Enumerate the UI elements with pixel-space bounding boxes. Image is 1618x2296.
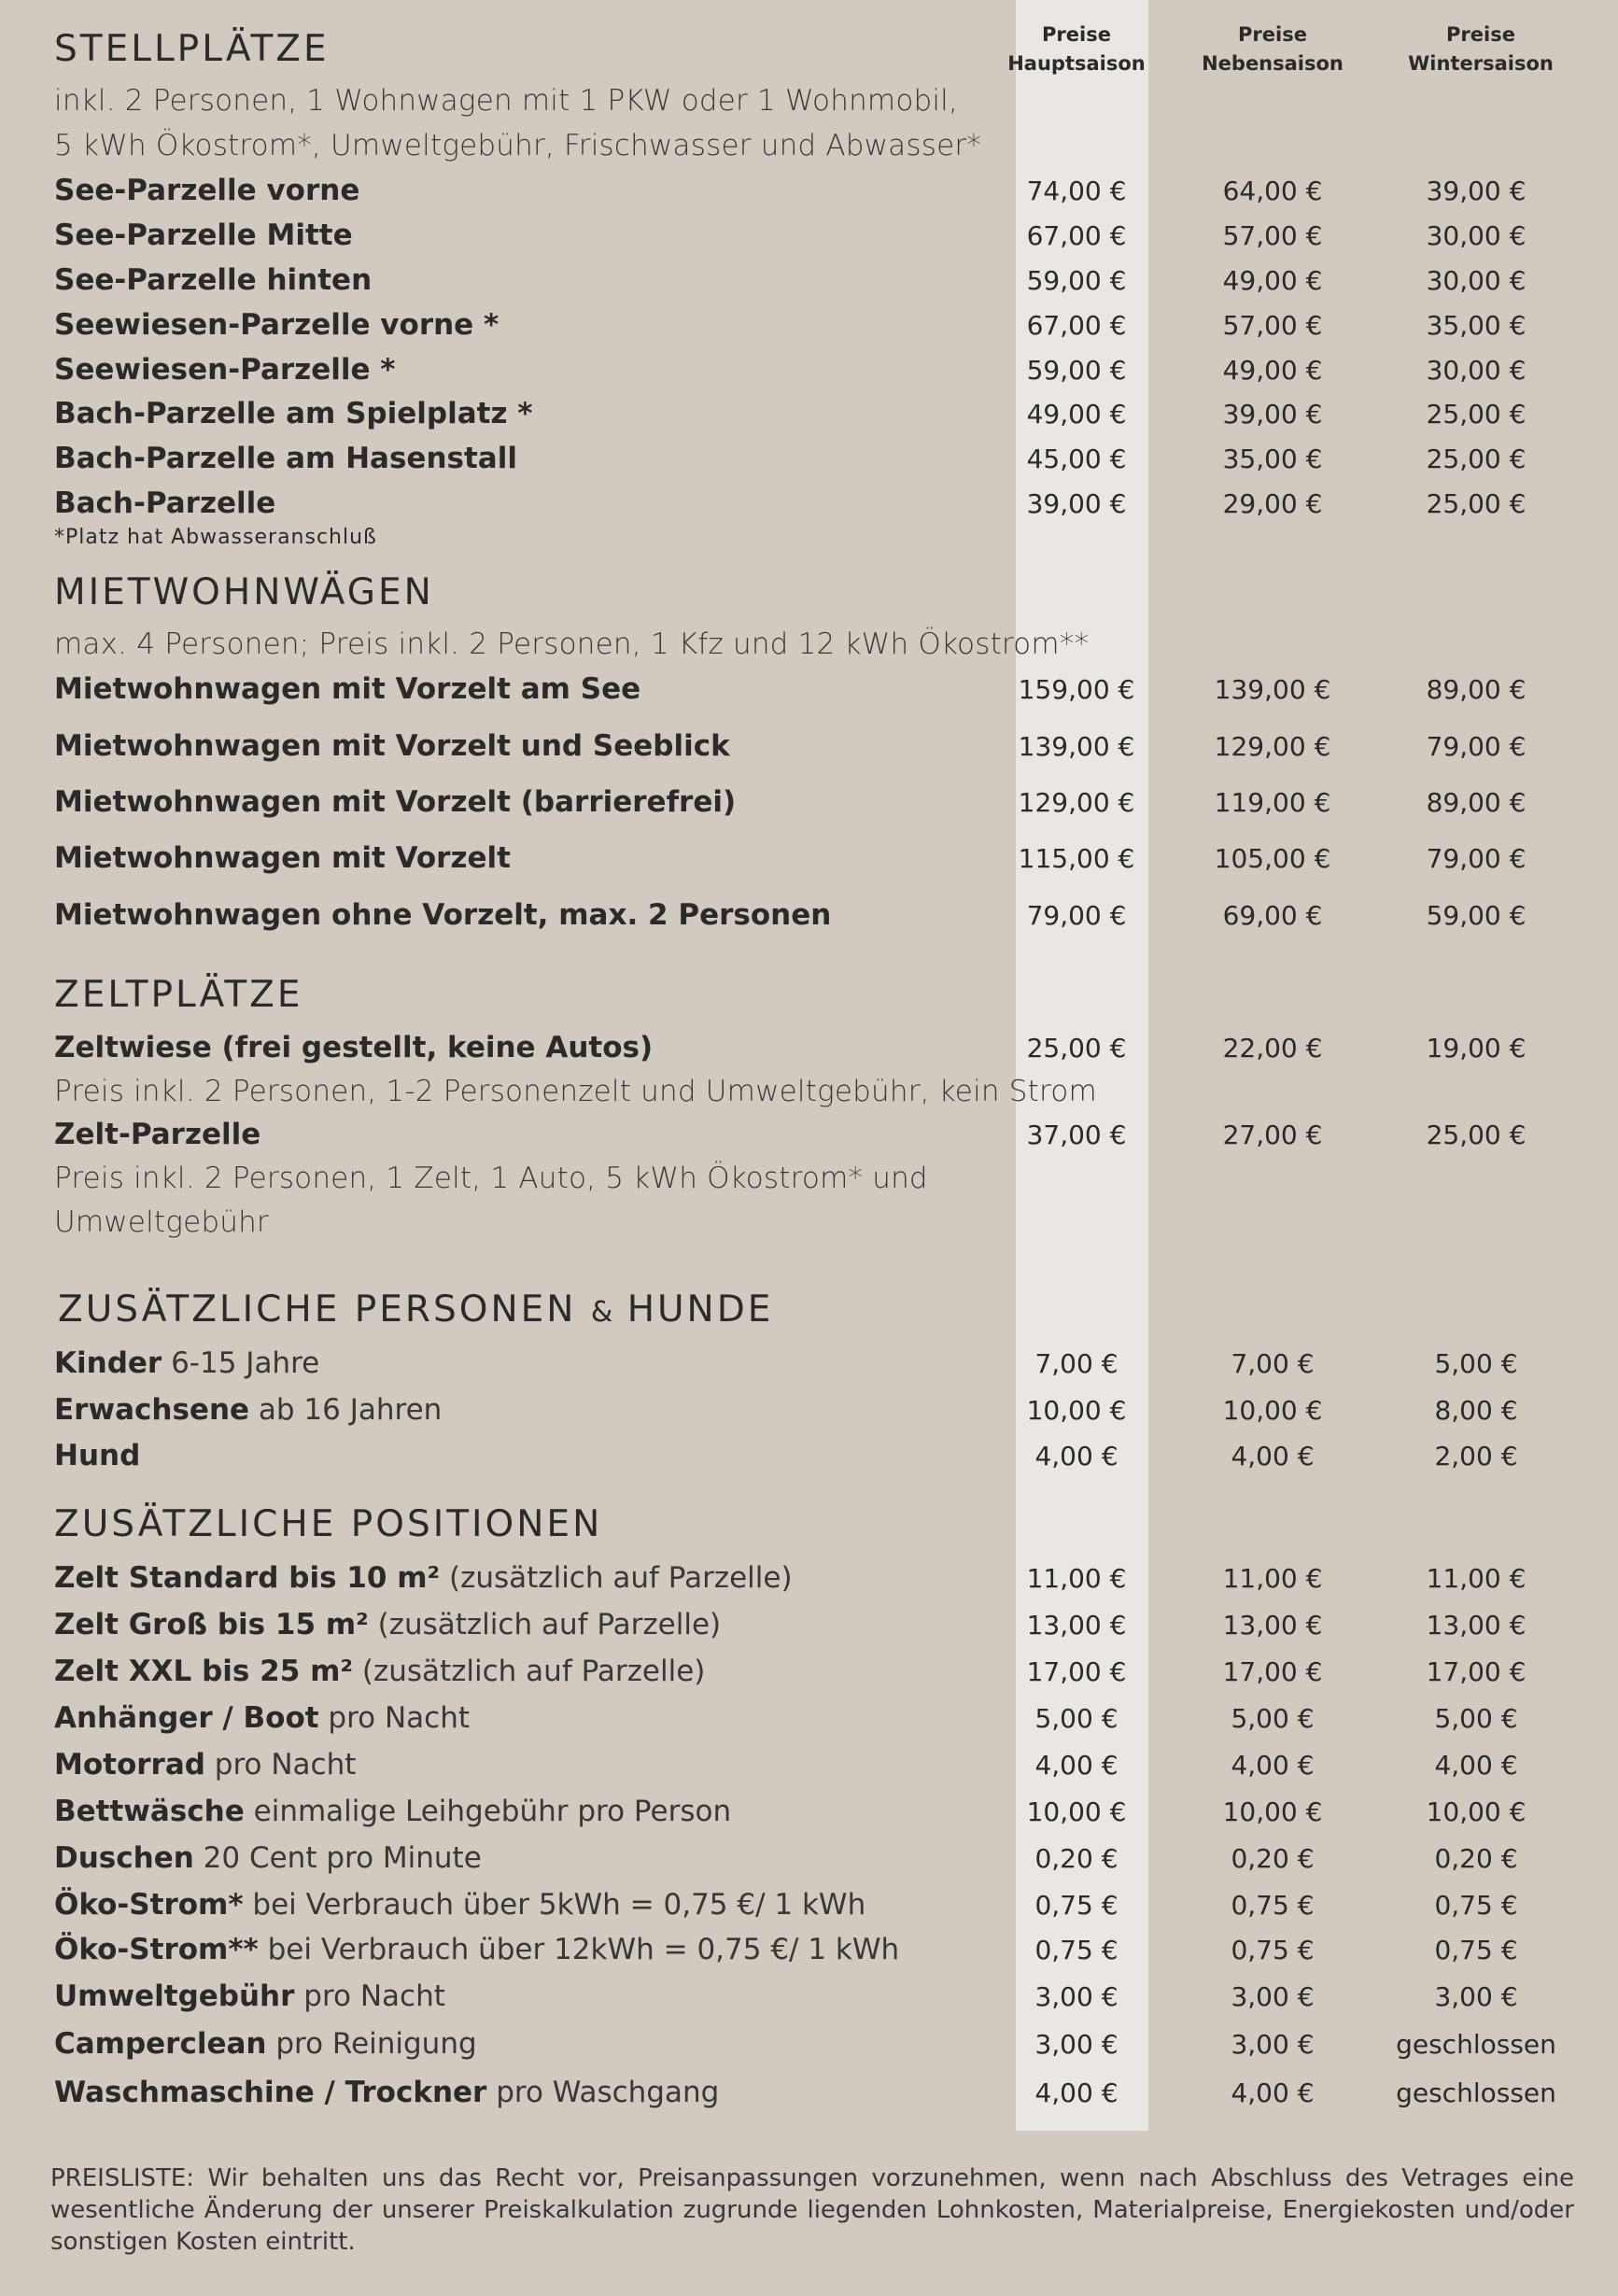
price-row xyxy=(0,486,1618,528)
row-label-text: Seewiesen-Parzelle * xyxy=(54,353,396,387)
row-label xyxy=(54,1655,705,1688)
row-label-desc: bei Verbrauch über 12kWh = 0,75 €/ 1 kWh xyxy=(258,1933,900,1966)
price-row xyxy=(0,898,1618,939)
price-hauptsaison: 17,00 € xyxy=(1026,1656,1127,1687)
price-nebensaison: 49,00 € xyxy=(1222,265,1323,296)
price-hauptsaison: 49,00 € xyxy=(1026,399,1127,430)
row-label-text: Bach-Parzelle xyxy=(54,486,276,520)
price-row xyxy=(0,1841,1618,1882)
row-label-text: See-Parzelle hinten xyxy=(54,263,373,297)
row-label-bold: Anhänger / Boot xyxy=(54,1701,319,1735)
price-row xyxy=(0,1608,1618,1649)
personen-title-part-a: ZUSÄTZLICHE PERSONEN xyxy=(58,1289,577,1331)
price-row xyxy=(0,1701,1618,1742)
price-row xyxy=(0,1748,1618,1789)
price-nebensaison: 57,00 € xyxy=(1222,220,1323,251)
price-hauptsaison: 139,00 € xyxy=(1018,731,1135,762)
price-hauptsaison: 11,00 € xyxy=(1026,1563,1127,1594)
row-label xyxy=(54,1748,356,1782)
price-hauptsaison: 4,00 € xyxy=(1034,2078,1119,2108)
header-wintersaison-line2: Wintersaison xyxy=(1408,52,1554,75)
row-label xyxy=(54,1933,899,1966)
price-hauptsaison: 39,00 € xyxy=(1026,488,1127,519)
row-label xyxy=(54,1701,470,1735)
row-label-text: Mietwohnwagen mit Vorzelt (barrierefrei) xyxy=(54,785,737,819)
stellplaetze-subtext-2: 5 kWh Ökostrom*, Umweltgebühr, Frischwasser und Abwasser* xyxy=(54,129,982,162)
price-wintersaison: 25,00 € xyxy=(1426,488,1527,519)
price-hauptsaison: 0,75 € xyxy=(1034,1890,1119,1921)
row-label-text: Mietwohnwagen mit Vorzelt xyxy=(54,841,511,875)
zeltplaetze-subtext-1: Preis inkl. 2 Personen, 1-2 Personenzelt und Umweltgebühr, kein Strom xyxy=(54,1075,1097,1108)
price-row xyxy=(0,1979,1618,2021)
row-label-text: Mietwohnwagen ohne Vorzelt, max. 2 Personen xyxy=(54,898,832,932)
price-row xyxy=(0,2076,1618,2117)
price-row xyxy=(0,1118,1618,1159)
price-hauptsaison: 37,00 € xyxy=(1026,1120,1127,1150)
price-nebensaison: 105,00 € xyxy=(1214,843,1331,874)
price-row xyxy=(0,308,1618,349)
header-wintersaison-line1: Preise xyxy=(1446,23,1515,46)
price-wintersaison: 3,00 € xyxy=(1434,1981,1518,2012)
price-hauptsaison: 10,00 € xyxy=(1026,1395,1127,1426)
row-label-text: Seewiesen-Parzelle vorne * xyxy=(54,308,499,342)
price-hauptsaison: 67,00 € xyxy=(1026,310,1127,341)
price-hauptsaison: 0,20 € xyxy=(1034,1843,1119,1874)
price-nebensaison: 69,00 € xyxy=(1222,900,1323,931)
row-label xyxy=(54,729,730,763)
price-nebensaison: 10,00 € xyxy=(1222,1796,1323,1827)
price-hauptsaison: 4,00 € xyxy=(1034,1441,1119,1472)
price-nebensaison: 11,00 € xyxy=(1222,1563,1323,1594)
price-hauptsaison: 25,00 € xyxy=(1026,1033,1127,1063)
row-label xyxy=(54,1346,319,1380)
price-row xyxy=(0,1933,1618,1974)
price-hauptsaison: 67,00 € xyxy=(1026,220,1127,251)
row-label-desc: (zusätzlich auf Parzelle) xyxy=(368,1608,722,1641)
row-label-bold: Öko-Strom** xyxy=(54,1933,259,1966)
price-row xyxy=(0,1655,1618,1696)
row-label xyxy=(54,2076,719,2109)
price-wintersaison: 79,00 € xyxy=(1426,843,1527,874)
row-label-bold: Erwachsene xyxy=(54,1393,250,1427)
price-row xyxy=(0,1561,1618,1602)
row-label xyxy=(54,841,511,875)
row-label xyxy=(54,1979,445,2013)
price-row xyxy=(0,672,1618,713)
price-nebensaison: 0,20 € xyxy=(1231,1843,1315,1874)
price-nebensaison: 4,00 € xyxy=(1231,2078,1315,2108)
price-nebensaison: 17,00 € xyxy=(1222,1656,1323,1687)
price-row xyxy=(0,1439,1618,1480)
price-row xyxy=(0,729,1618,770)
price-nebensaison: 4,00 € xyxy=(1231,1750,1315,1781)
price-wintersaison: 0,75 € xyxy=(1434,1935,1518,1965)
row-label xyxy=(54,2027,477,2061)
header-nebensaison xyxy=(1184,21,1361,78)
price-wintersaison: 0,20 € xyxy=(1434,1843,1518,1874)
price-wintersaison: 5,00 € xyxy=(1434,1348,1518,1379)
price-wintersaison: 25,00 € xyxy=(1426,1120,1527,1150)
row-label xyxy=(54,1608,721,1641)
price-row xyxy=(0,841,1618,882)
row-label-desc: pro Waschgang xyxy=(486,2076,720,2109)
footer-disclaimer: PREISLISTE: Wir behalten uns das Recht vor, Preisanpassungen vorzunehmen, wenn nach Abschluss des Vetrages eine wesentliche Änderung der unserer Preiskalkulation zugrunde liegenden Lohnkosten, Materialpreise, Energiekosten und/oder sonstigen Kosten eintritt. xyxy=(50,2164,1574,2256)
price-nebensaison: 119,00 € xyxy=(1214,787,1331,818)
price-wintersaison: 59,00 € xyxy=(1426,900,1527,931)
price-wintersaison: 89,00 € xyxy=(1426,787,1527,818)
price-wintersaison: 39,00 € xyxy=(1426,176,1527,206)
price-hauptsaison: 79,00 € xyxy=(1026,900,1127,931)
personen-title-part-b: HUNDE xyxy=(626,1289,774,1331)
price-hauptsaison: 0,75 € xyxy=(1034,1935,1119,1965)
price-wintersaison: 30,00 € xyxy=(1426,220,1527,251)
row-label-text: See-Parzelle vorne xyxy=(54,174,360,207)
price-nebensaison: 3,00 € xyxy=(1231,2029,1315,2060)
section-title-personen-hunde xyxy=(58,1289,773,1331)
row-label xyxy=(54,898,831,932)
row-label xyxy=(54,1393,442,1427)
row-label-desc: pro Nacht xyxy=(204,1748,357,1782)
row-label xyxy=(54,1841,482,1875)
section-title-stellplaetze: STELLPLÄTZE xyxy=(54,28,330,70)
row-label-text: Bach-Parzelle am Spielplatz * xyxy=(54,397,533,430)
section-title-mietwohnwaegen: MIETWOHNWÄGEN xyxy=(54,571,434,613)
price-nebensaison: 7,00 € xyxy=(1231,1348,1315,1379)
row-label-bold: Camperclean xyxy=(54,2027,267,2061)
row-label xyxy=(54,1439,140,1472)
stellplaetze-footnote: *Platz hat Abwasseranschluß xyxy=(54,526,377,549)
header-hauptsaison-line1: Preise xyxy=(1042,23,1111,46)
row-label-desc: pro Reinigung xyxy=(266,2027,477,2061)
row-label xyxy=(54,397,533,430)
price-row xyxy=(0,1795,1618,1836)
price-wintersaison: 8,00 € xyxy=(1434,1395,1518,1426)
price-wintersaison: 10,00 € xyxy=(1426,1796,1527,1827)
row-label-text: See-Parzelle Mitte xyxy=(54,218,353,252)
price-wintersaison: geschlossen xyxy=(1396,2029,1556,2060)
zeltplaetze-subtext-2b: Umweltgebühr xyxy=(54,1205,269,1239)
price-row xyxy=(0,397,1618,438)
price-nebensaison: 13,00 € xyxy=(1222,1610,1323,1641)
row-label-bold: Kinder xyxy=(54,1346,162,1380)
price-nebensaison: 0,75 € xyxy=(1231,1935,1315,1965)
price-row xyxy=(0,1393,1618,1434)
price-wintersaison: 89,00 € xyxy=(1426,674,1527,705)
section-title-positionen: ZUSÄTZLICHE POSITIONEN xyxy=(54,1503,603,1545)
price-hauptsaison: 59,00 € xyxy=(1026,355,1127,386)
price-hauptsaison: 13,00 € xyxy=(1026,1610,1127,1641)
price-wintersaison: 2,00 € xyxy=(1434,1441,1518,1472)
row-label xyxy=(54,486,275,520)
price-row xyxy=(0,1031,1618,1072)
row-label-desc: (zusätzlich auf Parzelle) xyxy=(440,1561,793,1595)
row-label xyxy=(54,174,359,207)
price-nebensaison: 29,00 € xyxy=(1222,488,1323,519)
row-label-text: Zeltwiese (frei gestellt, keine Autos) xyxy=(54,1031,654,1064)
row-label-bold: Hund xyxy=(54,1439,141,1472)
price-row xyxy=(0,218,1618,260)
price-hauptsaison: 10,00 € xyxy=(1026,1796,1127,1827)
price-row xyxy=(0,2027,1618,2068)
price-row xyxy=(0,785,1618,826)
price-nebensaison: 57,00 € xyxy=(1222,310,1323,341)
price-wintersaison: 19,00 € xyxy=(1426,1033,1527,1063)
personen-title-ampersand: & xyxy=(590,1296,613,1329)
row-label xyxy=(54,263,372,297)
price-wintersaison: geschlossen xyxy=(1396,2078,1556,2108)
row-label-bold: Zelt XXL bis 25 m² xyxy=(54,1655,353,1688)
price-nebensaison: 35,00 € xyxy=(1222,444,1323,474)
zeltplaetze-subtext-2a: Preis inkl. 2 Personen, 1 Zelt, 1 Auto, 5 kWh Ökostrom* und xyxy=(54,1162,928,1195)
row-label-desc: bei Verbrauch über 5kWh = 0,75 €/ 1 kWh xyxy=(243,1888,866,1922)
price-row xyxy=(0,442,1618,483)
row-label xyxy=(54,785,736,819)
price-wintersaison: 30,00 € xyxy=(1426,355,1527,386)
price-wintersaison: 35,00 € xyxy=(1426,310,1527,341)
row-label xyxy=(54,1795,731,1828)
price-wintersaison: 79,00 € xyxy=(1426,731,1527,762)
price-nebensaison: 49,00 € xyxy=(1222,355,1323,386)
price-nebensaison: 5,00 € xyxy=(1231,1703,1315,1734)
row-label-desc: ab 16 Jahren xyxy=(249,1393,443,1427)
row-label-desc: pro Nacht xyxy=(318,1701,471,1735)
row-label xyxy=(54,308,499,342)
section-title-zeltplaetze: ZELTPLÄTZE xyxy=(54,974,303,1016)
price-nebensaison: 64,00 € xyxy=(1222,176,1323,206)
price-nebensaison: 39,00 € xyxy=(1222,399,1323,430)
stellplaetze-subtext-1: inkl. 2 Personen, 1 Wohnwagen mit 1 PKW oder 1 Wohnmobil, xyxy=(54,84,959,118)
header-nebensaison-line1: Preise xyxy=(1238,23,1307,46)
row-label-bold: Zelt Standard bis 10 m² xyxy=(54,1561,441,1595)
row-label-text: Mietwohnwagen mit Vorzelt am See xyxy=(54,672,641,706)
price-hauptsaison: 74,00 € xyxy=(1026,176,1127,206)
row-label xyxy=(54,1888,865,1922)
row-label-bold: Umweltgebühr xyxy=(54,1979,295,2013)
price-hauptsaison: 3,00 € xyxy=(1034,2029,1119,2060)
row-label-bold: Zelt Groß bis 15 m² xyxy=(54,1608,369,1641)
price-wintersaison: 0,75 € xyxy=(1434,1890,1518,1921)
price-hauptsaison: 115,00 € xyxy=(1018,843,1135,874)
header-hauptsaison-line2: Hauptsaison xyxy=(1007,52,1146,75)
price-wintersaison: 25,00 € xyxy=(1426,444,1527,474)
row-label xyxy=(54,442,517,475)
row-label-text: Bach-Parzelle am Hasenstall xyxy=(54,442,517,475)
row-label-bold: Öko-Strom* xyxy=(54,1888,244,1922)
row-label-bold: Bettwäsche xyxy=(54,1795,245,1828)
price-nebensaison: 3,00 € xyxy=(1231,1981,1315,2012)
row-label xyxy=(54,672,640,706)
row-label xyxy=(54,1561,793,1595)
price-wintersaison: 5,00 € xyxy=(1434,1703,1518,1734)
header-nebensaison-line2: Nebensaison xyxy=(1202,52,1344,75)
price-nebensaison: 139,00 € xyxy=(1214,674,1331,705)
price-nebensaison: 27,00 € xyxy=(1222,1120,1323,1150)
price-wintersaison: 13,00 € xyxy=(1426,1610,1527,1641)
price-hauptsaison: 59,00 € xyxy=(1026,265,1127,296)
row-label-desc: (zusätzlich auf Parzelle) xyxy=(352,1655,706,1688)
price-row xyxy=(0,174,1618,215)
row-label-bold: Duschen xyxy=(54,1841,194,1875)
row-label-desc: pro Nacht xyxy=(294,1979,445,2013)
row-label-bold: Waschmaschine / Trockner xyxy=(54,2076,487,2109)
mietwohnwaegen-subtext: max. 4 Personen; Preis inkl. 2 Personen, 1 Kfz und 12 kWh Ökostrom** xyxy=(54,627,1090,661)
price-hauptsaison: 5,00 € xyxy=(1034,1703,1119,1734)
price-wintersaison: 17,00 € xyxy=(1426,1656,1527,1687)
price-wintersaison: 4,00 € xyxy=(1434,1750,1518,1781)
price-nebensaison: 22,00 € xyxy=(1222,1033,1323,1063)
row-label-bold: Motorrad xyxy=(54,1748,205,1782)
price-nebensaison: 4,00 € xyxy=(1231,1441,1315,1472)
row-label xyxy=(54,218,353,252)
price-hauptsaison: 4,00 € xyxy=(1034,1750,1119,1781)
price-wintersaison: 30,00 € xyxy=(1426,265,1527,296)
price-hauptsaison: 159,00 € xyxy=(1018,674,1135,705)
header-hauptsaison xyxy=(988,21,1165,78)
row-label-desc: 20 Cent pro Minute xyxy=(193,1841,482,1875)
row-label xyxy=(54,1118,260,1151)
row-label-text: Zelt-Parzelle xyxy=(54,1118,261,1151)
row-label-text: Mietwohnwagen mit Vorzelt und Seeblick xyxy=(54,729,730,763)
price-row xyxy=(0,353,1618,394)
row-label xyxy=(54,1031,653,1064)
price-row xyxy=(0,1888,1618,1929)
row-label xyxy=(54,353,396,387)
row-label-desc: 6-15 Jahre xyxy=(162,1346,320,1380)
price-hauptsaison: 45,00 € xyxy=(1026,444,1127,474)
price-row xyxy=(0,263,1618,304)
price-nebensaison: 0,75 € xyxy=(1231,1890,1315,1921)
price-wintersaison: 25,00 € xyxy=(1426,399,1527,430)
price-hauptsaison: 129,00 € xyxy=(1018,787,1135,818)
price-nebensaison: 10,00 € xyxy=(1222,1395,1323,1426)
price-row xyxy=(0,1346,1618,1387)
row-label-desc: einmalige Leihgebühr pro Person xyxy=(244,1795,732,1828)
header-wintersaison xyxy=(1392,21,1569,78)
price-wintersaison: 11,00 € xyxy=(1426,1563,1527,1594)
price-hauptsaison: 3,00 € xyxy=(1034,1981,1119,2012)
price-nebensaison: 129,00 € xyxy=(1214,731,1331,762)
price-hauptsaison: 7,00 € xyxy=(1034,1348,1119,1379)
